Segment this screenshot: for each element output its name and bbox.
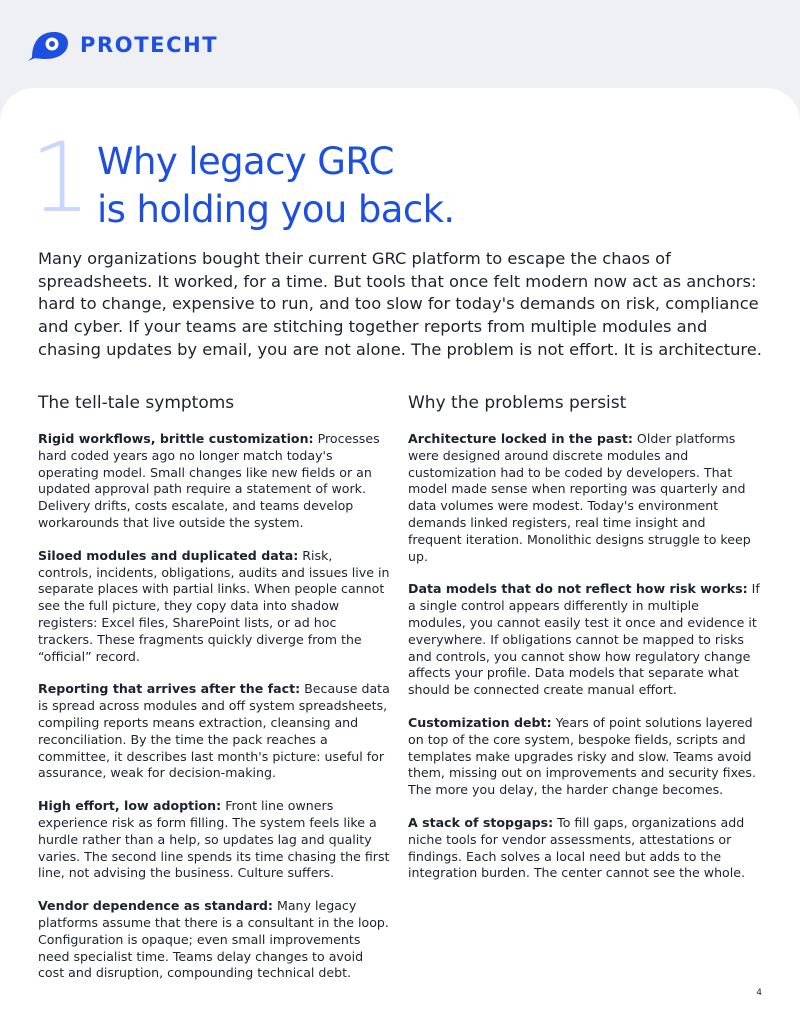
symptom-body: Risk, controls, incidents, obligations, audits and issues live in separate places with partial links. When people cannot see the full picture, they copy data into shadow registers: Excel files, SharePoint lists, or ad hoc trackers. These fragments quickly diverge from the “official” record. (38, 547, 390, 664)
symptom-item (38, 798, 390, 882)
problem-title: A stack of stopgaps: (408, 814, 554, 830)
symptom-title: Rigid workflows, brittle customization: (38, 431, 314, 446)
symptom-item (38, 898, 390, 982)
intro-paragraph: Many organizations bought their current GRC platform to escape the chaos of spreadsheets. It worked, for a time. But tools that once felt modern now act as anchors: hard to change, expensive to run, and too slow for today's demands on risk, compliance and cyber. If your teams are stitching together reports from multiple modules and chasing updates by email, you are not alone. The problem is not effort. It is architecture. (38, 249, 762, 359)
symptom-item (38, 431, 390, 532)
protecht-swoosh-icon (26, 28, 72, 62)
page-header (0, 0, 800, 90)
problem-item (408, 431, 760, 565)
symptoms-heading: The tell-tale symptoms (38, 393, 235, 413)
brand-name: PROTECHT (80, 33, 219, 57)
problem-item (408, 715, 760, 799)
problem-item (408, 815, 760, 882)
problem-body: To fill gaps, organizations add niche tools for vendor assessments, attestations or findings. Each solves a local need but adds to the integration burden. The center cannot see the whole. (408, 814, 746, 881)
symptom-body: Front line owners experience risk as form filling. The system feels like a hurdle rather than a help, so updates lag and quality varies. The second line spends its time chasing the first line, not advising the business. Culture suffers. (38, 798, 390, 881)
problems-column (408, 391, 760, 898)
title-line: is holding you back. (97, 188, 455, 231)
problem-item (408, 581, 760, 699)
symptom-body: Processes hard coded years ago no longer match today's operating model. Small changes like new fields or an updated approval path require a statement of work. Delivery drifts, costs escalate, and teams develop workarounds that live outside the system. (38, 431, 380, 530)
problem-body: If a single control appears differently in multiple modules, you cannot easily test it once and evidence it everywhere. If obligations cannot be mapped to risks and controls, you cannot show how regulatory change affects your profile. Data models that separate what should be connected create manual effort. (408, 581, 760, 698)
section-number: 1 (30, 122, 88, 234)
page-number: 4 (756, 988, 762, 998)
brand-logo[interactable] (26, 28, 218, 62)
problem-title: Data models that do not reflect how risk works: (408, 581, 748, 597)
symptom-title: Vendor dependence as standard: (38, 898, 273, 914)
problems-heading: Why the problems persist (408, 393, 627, 413)
symptoms-column (38, 391, 390, 998)
symptom-item (38, 681, 390, 782)
problem-title: Customization debt: (408, 714, 552, 730)
problem-title: Architecture locked in the past: (408, 431, 633, 446)
page-title (97, 138, 455, 234)
symptom-item (38, 548, 390, 666)
symptom-body: Because data is spread across modules and off system spreadsheets, compiling reports means extraction, cleansing and reconciliation. By the time the pack reaches a committee, it describes last month's picture: useful for assurance, weak for decision-making. (38, 681, 390, 781)
symptom-title: Siloed modules and duplicated data: (38, 547, 299, 563)
symptom-title: High effort, low adoption: (38, 798, 222, 814)
problem-body: Years of point solutions layered on top of the core system, bespoke fields, scripts and templates make upgrades risky and slow. Teams avoid them, missing out on improvements and security fixes. The more you delay, the harder change becomes. (408, 714, 756, 798)
symptom-title: Reporting that arrives after the fact: (38, 681, 301, 697)
title-line: Why legacy GRC (97, 140, 394, 183)
problem-body: Older platforms were designed around discrete modules and customization had to be coded by developers. That model made sense when reporting was quarterly and data volumes were modest. Today's environment demands linked registers, real time insight and frequent iteration. Monolithic designs struggle to keep up. (408, 431, 751, 564)
symptom-body: Many legacy platforms assume that there is a consultant in the loop. Configuration is opaque; even small improvements need specialist time. Teams delay changes to avoid cost and disruption, compounding technical debt. (38, 898, 389, 981)
